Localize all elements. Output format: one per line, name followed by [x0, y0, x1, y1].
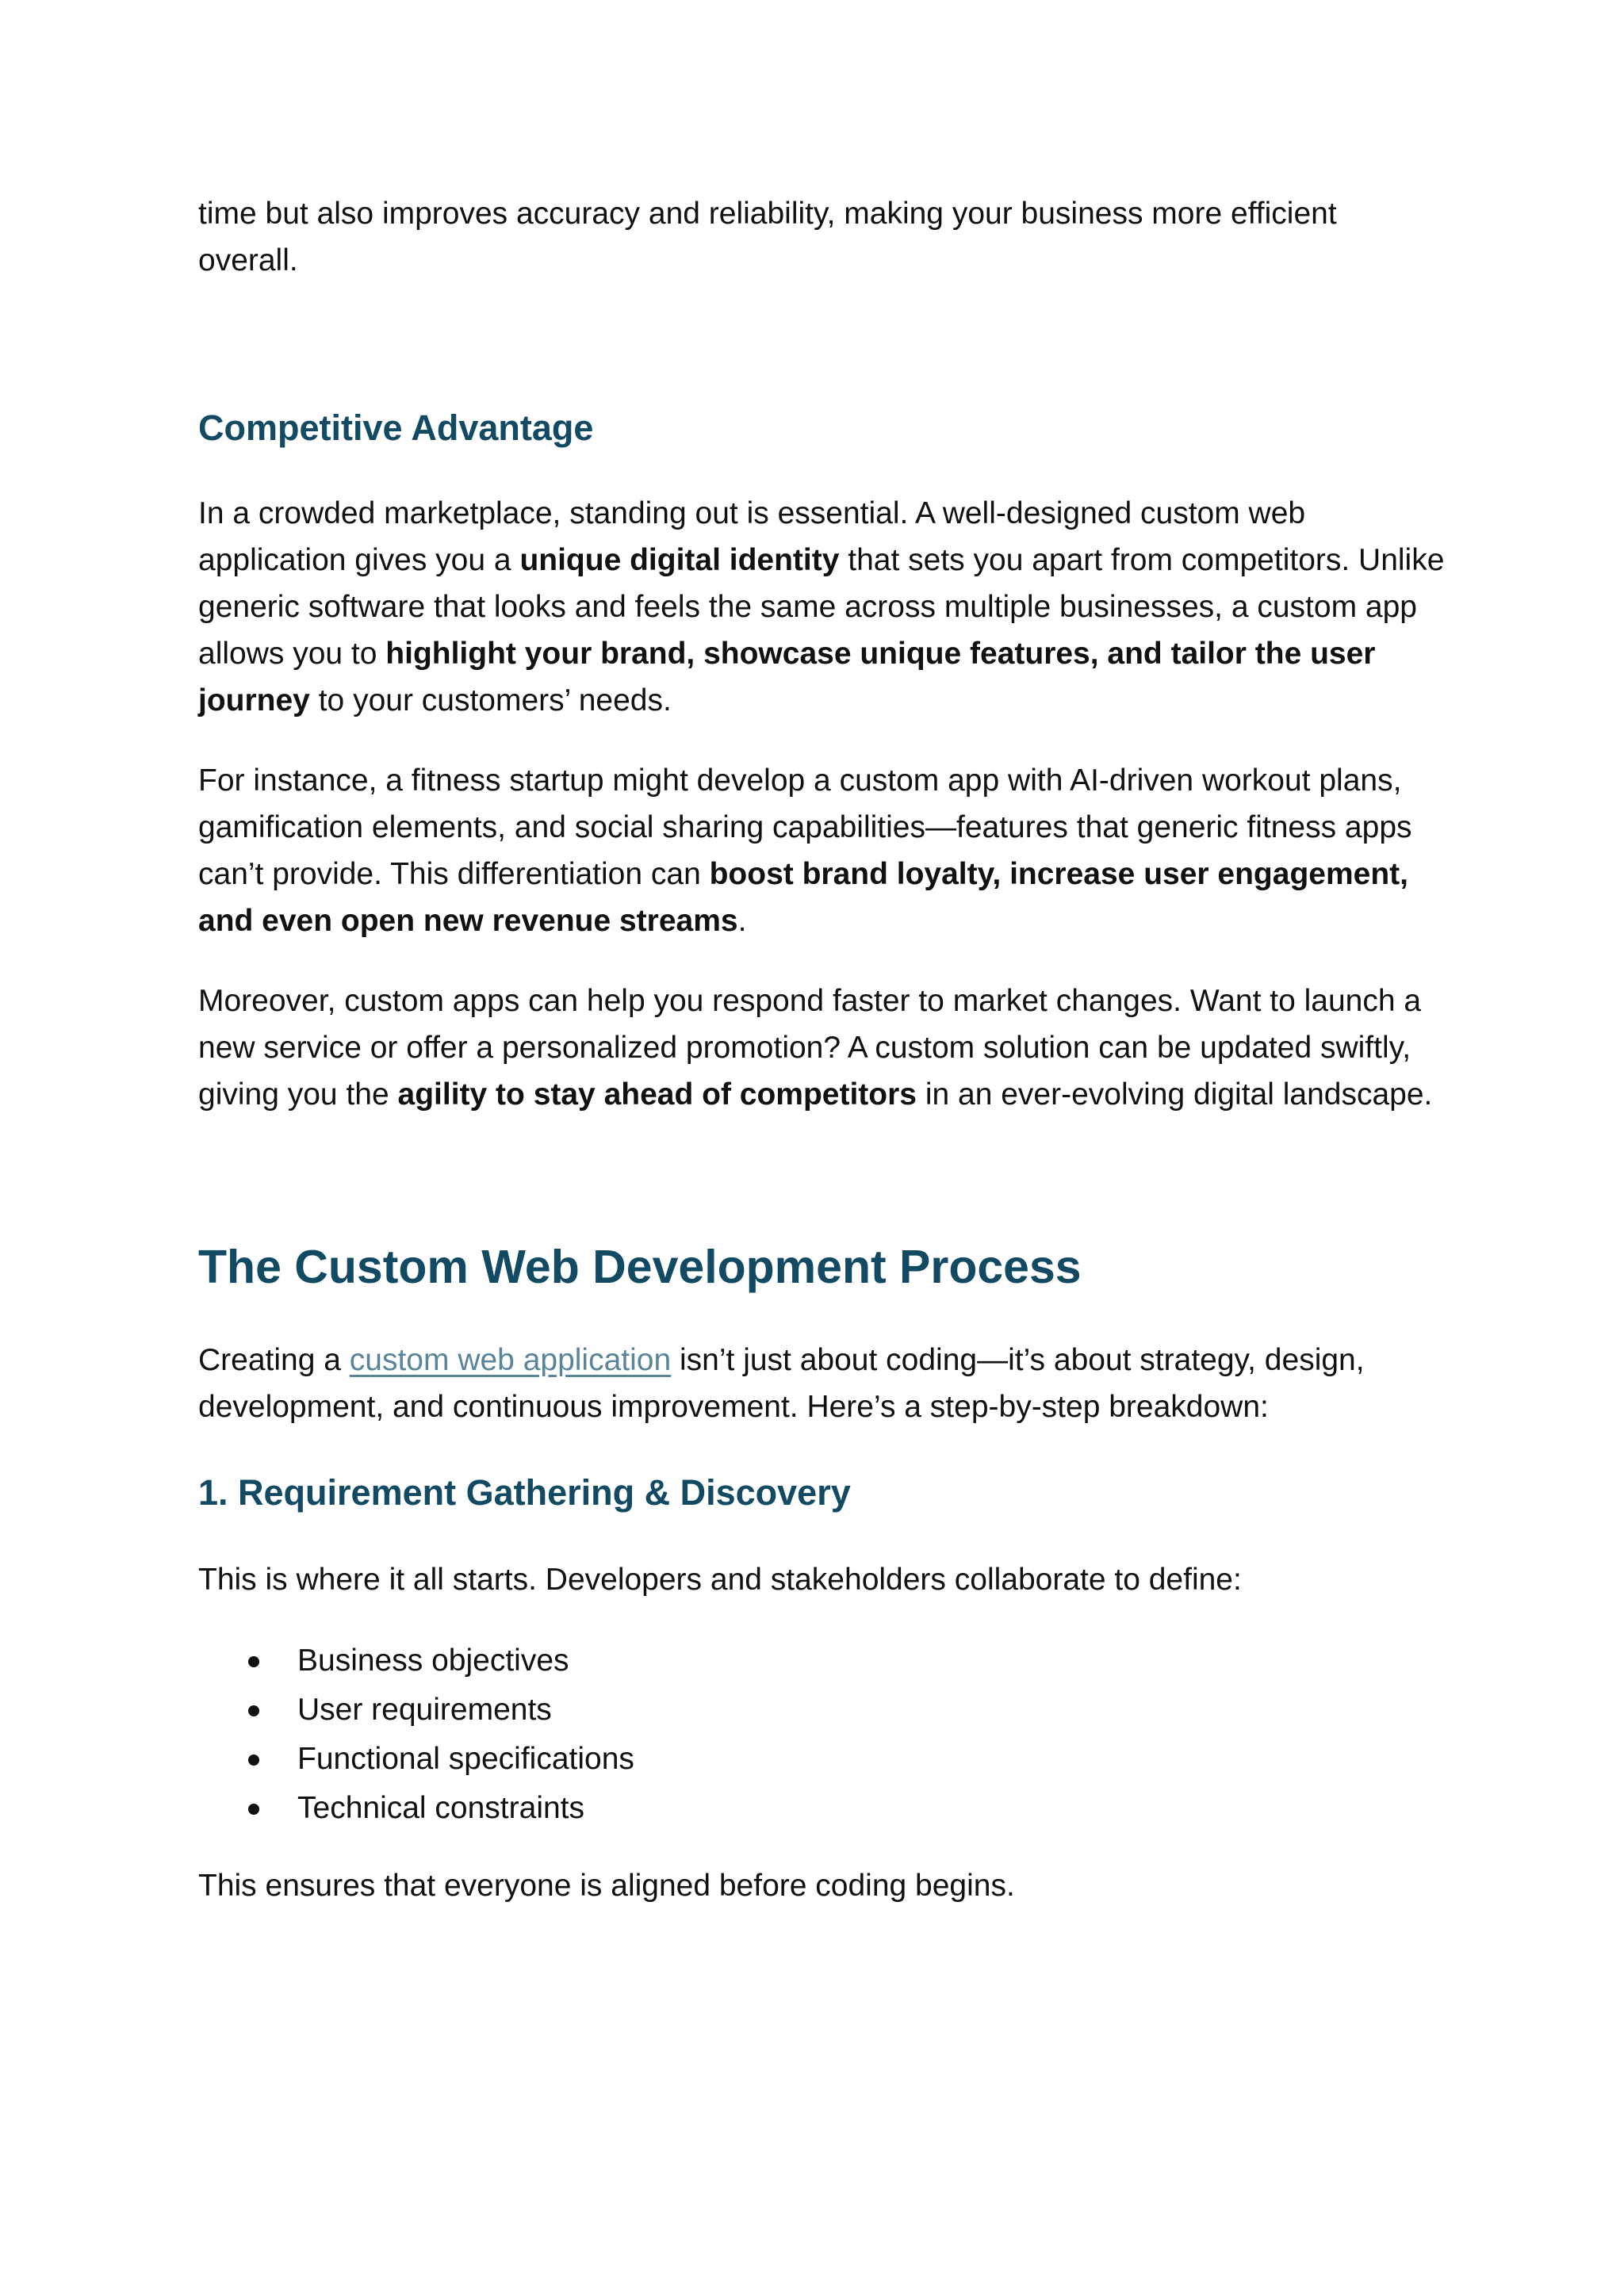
text-run: In a crowded marketplace, standing out is essential. A well-designed custom web application gives you a: [198, 496, 1306, 577]
list-item-text: Functional specifications: [297, 1742, 634, 1776]
competitive-paragraph-1: [198, 490, 1451, 724]
bullet-icon: [248, 1705, 259, 1716]
list-item-text: Business objectives: [297, 1644, 569, 1678]
step-1-lead: This is where it all starts. Developers and stakeholders collaborate to define:: [198, 1563, 1242, 1597]
bullet-icon: [248, 1656, 259, 1667]
bold-text: agility to stay ahead of competitors: [397, 1077, 917, 1112]
list-item-text: User requirements: [297, 1693, 552, 1727]
text-run: that sets you apart from competitors. Unlike generic software that looks and feels the same across multiple businesses, a custom app allows you to: [198, 543, 1445, 671]
text-run: Moreover, custom apps can help you respond faster to market changes. Want to launch a new service or offer a personalized promotion? A custom solution can be updated swiftly, giving you the: [198, 984, 1422, 1112]
competitive-paragraph-3: [198, 978, 1451, 1118]
step-1-closing: This ensures that everyone is aligned before coding begins.: [198, 1869, 1015, 1903]
bold-text: boost brand loyalty, increase user engagement, and even open new revenue streams: [198, 857, 1408, 938]
text-run: For instance, a fitness startup might develop a custom app with AI-driven workout plans, gamification elements, and social sharing capabilities—features that generic fitness apps can’t provide. This differentiation can: [198, 763, 1412, 891]
text-run: isn’t just about coding—it’s about strategy, design, development, and continuous improvement. Here’s a step-by-step breakdown:: [198, 1343, 1365, 1424]
list-item: [198, 1686, 1451, 1735]
competitive-paragraph-2: [198, 757, 1451, 944]
list-item: [198, 1784, 1451, 1833]
step-1-heading: 1. Requirement Gathering & Discovery: [198, 1472, 851, 1513]
process-intro-paragraph: [198, 1337, 1451, 1430]
document-page: [198, 190, 1451, 1909]
text-run: in an ever-evolving digital landscape.: [916, 1077, 1433, 1112]
text-run: .: [737, 904, 747, 938]
requirements-list: [198, 1636, 1451, 1833]
intro-paragraph: time but also improves accuracy and reliability, making your business more efficient overall.: [198, 197, 1337, 277]
bullet-icon: [248, 1755, 259, 1766]
list-item: [198, 1636, 1451, 1686]
process-heading: The Custom Web Development Process: [198, 1241, 1082, 1293]
competitive-advantage-heading: Competitive Advantage: [198, 408, 594, 448]
text-run: Creating a: [198, 1343, 350, 1377]
custom-web-application-link[interactable]: custom web application: [349, 1343, 672, 1377]
bullet-icon: [248, 1804, 259, 1815]
text-run: to your customers’ needs.: [309, 683, 672, 718]
bold-text: highlight your brand, showcase unique features, and tailor the user journey: [198, 637, 1376, 718]
list-item-text: Technical constraints: [297, 1791, 585, 1825]
bold-text: unique digital identity: [519, 543, 840, 577]
list-item: [198, 1735, 1451, 1784]
